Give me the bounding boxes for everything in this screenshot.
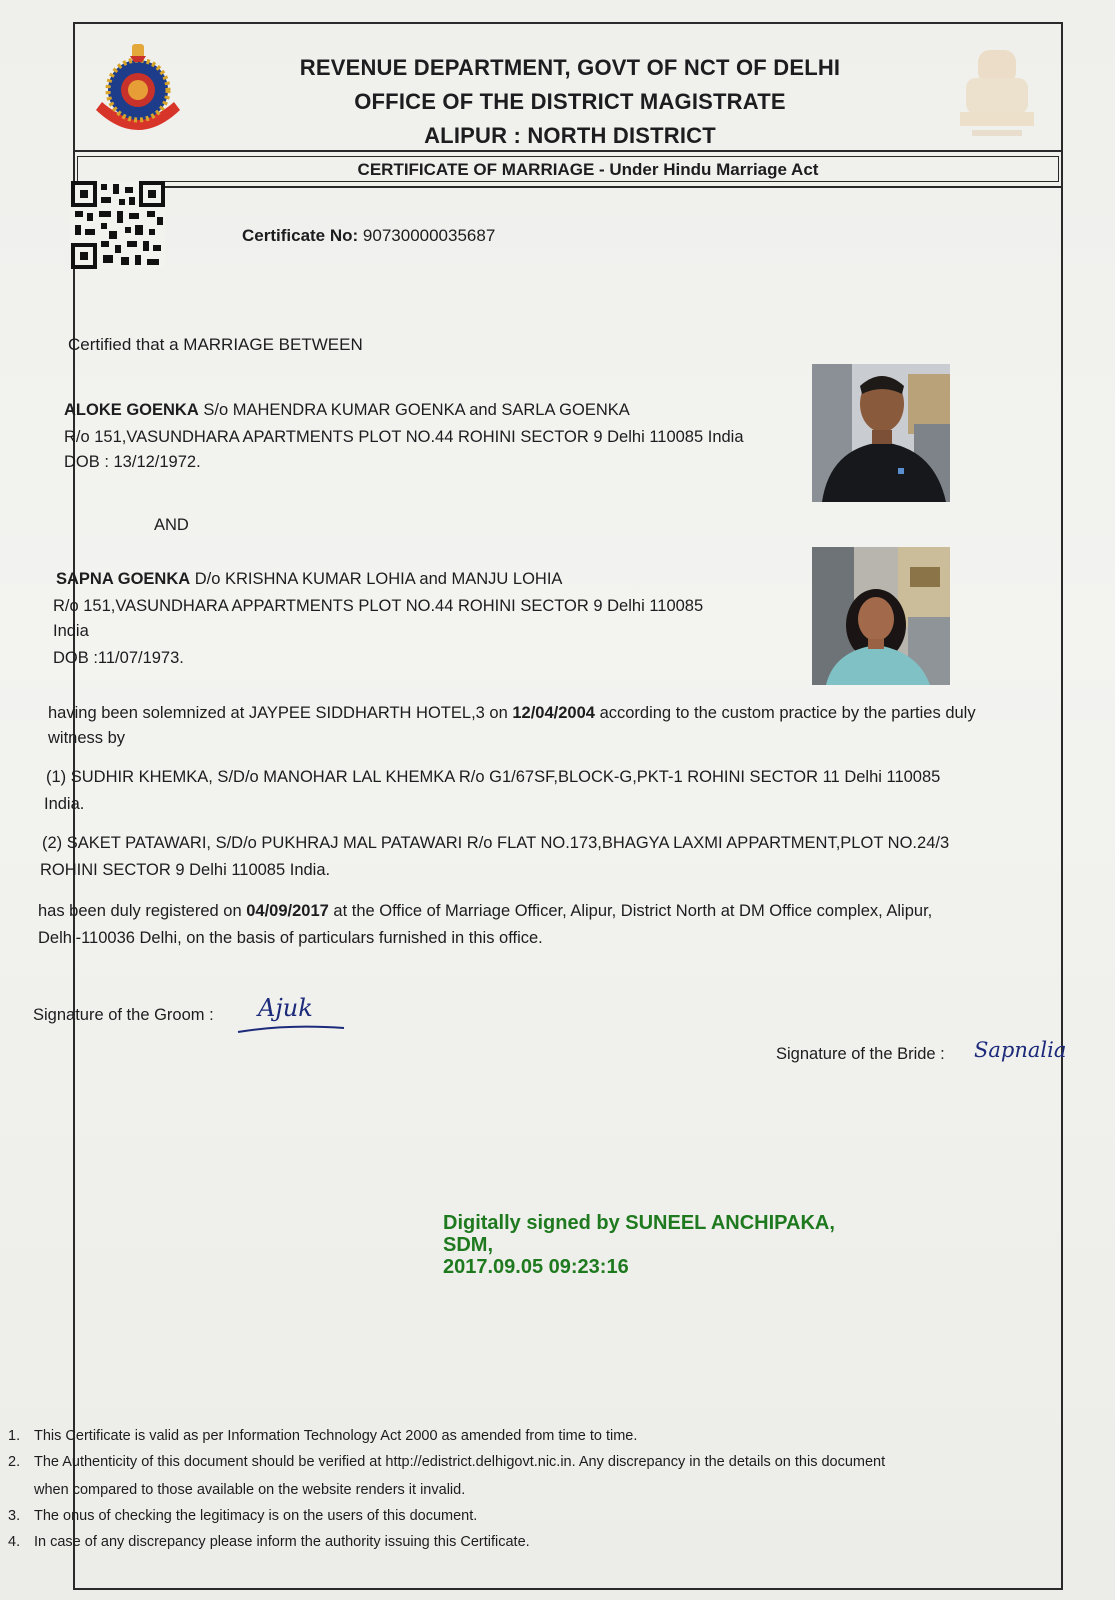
groom-signature-label: Signature of the Groom : [33,1006,214,1024]
witness-2-line2: ROHINI SECTOR 9 Delhi 110085 India. [40,861,331,879]
groom-photo [812,364,950,502]
footnote-text: In case of any discrepancy please inform the authority issuing this Certificate. [34,1534,530,1550]
bride-name: SAPNA GOENKA [56,570,191,588]
footnote-text: This Certificate is valid as per Information Technology Act 2000 as amended from time to time. [34,1428,638,1444]
bride-photo [812,547,950,685]
bride-dob: DOB :11/07/1973. [53,649,184,667]
certificate-border [73,22,1063,1590]
bride-name-row [56,568,562,590]
national-emblem-icon [948,44,1046,156]
bride-relation: D/o KRISHNA KUMAR LOHIA and MANJU LOHIA [194,570,563,588]
intro-text: Certified that a MARRIAGE BETWEEN [68,335,363,354]
groom-relation: S/o MAHENDRA KUMAR GOENKA and SARLA GOENKA [203,401,630,419]
footnote-number: 2. [8,1454,21,1470]
solemnized-text: having been solemnized at JAYPEE SIDDHARTH HOTEL,3 on [48,704,508,722]
groom-dob: DOB : 13/12/1972. [64,453,201,471]
district-emblem-icon [86,38,190,140]
witness-1-line2: India. [44,795,85,813]
department-title: REVENUE DEPARTMENT, GOVT OF NCT OF DELHI [299,55,841,80]
witness-1-line1: (1) SUDHIR KHEMKA, S/D/o MANOHAR LAL KHEMKA R/o G1/67SF,BLOCK-G,PKT-1 ROHINI SECTOR 11 Delhi 110085 [46,768,941,786]
marriage-date: 12/04/2004 [512,704,595,722]
certificate-type-bar [73,150,1063,188]
solemnized-line2: witness by [48,729,126,747]
registration-line1 [38,900,932,922]
footnote-text: when compared to those available on the website renders it invalid. [34,1482,466,1498]
groom-address: R/o 151,VASUNDHARA APARTMENTS PLOT NO.44 ROHINI SECTOR 9 Delhi 110085 India [64,428,744,446]
certificate-type: CERTIFICATE OF MARRIAGE - Under Hindu Marriage Act [77,156,1059,182]
qr-code-icon [71,181,165,269]
digital-signature-timestamp: 2017.09.05 09:23:16 [443,1256,629,1278]
certificate-number-row [242,226,495,246]
digital-signature-line1: Digitally signed by SUNEEL ANCHIPAKA, [443,1212,835,1234]
registration-date: 04/09/2017 [246,902,329,920]
and-separator: AND [154,516,189,534]
district-title: ALIPUR : NORTH DISTRICT [424,123,716,148]
groom-name-row [64,399,630,421]
groom-name: ALOKE GOENKA [64,401,199,419]
solemnized-line1 [48,702,976,724]
certificate-number: 90730000035687 [362,226,496,245]
registration-text-post: at the Office of Marriage Officer, Alipur, District North at DM Office complex, Alipur, [333,902,933,920]
witness-2-line1: (2) SAKET PATAWARI, S/D/o PUKHRAJ MAL PATAWARI R/o FLAT NO.173,BHAGYA LAXMI APPARTMENT,PLOT NO.24/3 [42,834,950,852]
digital-signature-line2: SDM, [443,1234,493,1256]
footnote-text: The Authenticity of this document should be verified at http://edistrict.delhigovt.nic.in. Any discrepancy in the details on this document [34,1454,886,1470]
registration-line2: Delhi-110036 Delhi, on the basis of particulars furnished in this office. [38,929,543,947]
bride-address-line2: India [53,622,89,640]
groom-signature: Ajuk [258,994,313,1022]
solemnized-text-post: according to the custom practice by the parties duly [599,704,976,722]
footnote-number: 1. [8,1428,21,1444]
bride-address-line1: R/o 151,VASUNDHARA APPARTMENTS PLOT NO.44 ROHINI SECTOR 9 Delhi 110085 [53,597,704,615]
footnote-number: 3. [8,1508,21,1524]
bride-signature: Sapnalia [974,1038,1067,1062]
footnote-number: 4. [8,1534,21,1550]
registration-text: has been duly registered on [38,902,242,920]
groom-signature-underline [236,1020,348,1036]
bride-signature-label: Signature of the Bride : [776,1045,945,1063]
footnote-text: The onus of checking the legitimacy is on the users of this document. [34,1508,478,1524]
certificate-number-label: Certificate No: [242,226,359,245]
digital-signature-block [443,1212,835,1278]
office-title: OFFICE OF THE DISTRICT MAGISTRATE [354,89,786,114]
